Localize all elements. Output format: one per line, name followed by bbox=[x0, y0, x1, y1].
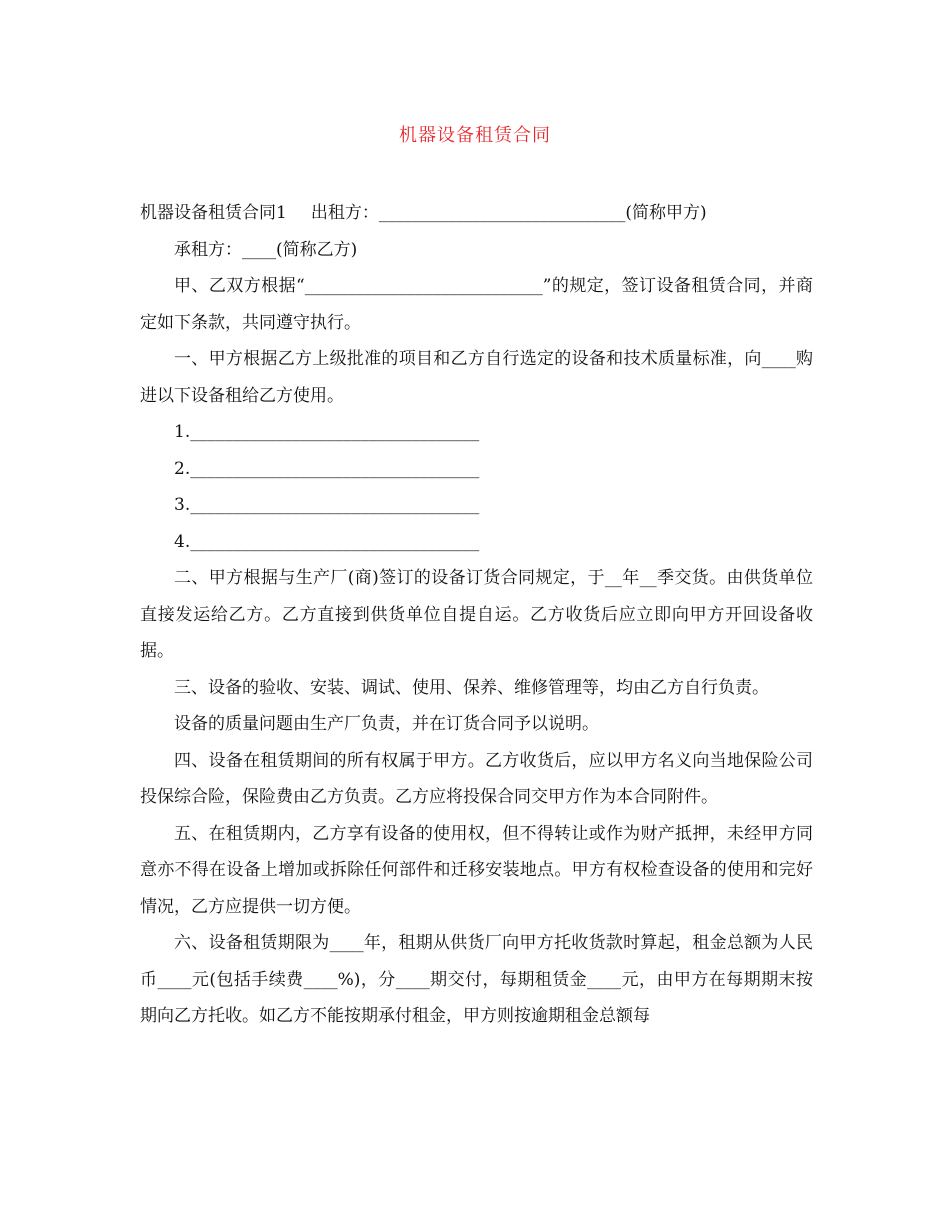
equipment-item-3: 3.__________________________________ bbox=[174, 495, 480, 515]
clause-1: 一、甲方根据乙方上级批准的项目和乙方自行选定的设备和技术质量标准，向____购进以下设备租给乙方使用。 bbox=[140, 349, 813, 406]
equipment-item-2: 2.__________________________________ bbox=[174, 458, 480, 479]
intro-heading: 机器设备租赁合同1 bbox=[140, 203, 287, 223]
clause-2: 二、甲方根据与生产厂(商)签订的设备订货合同规定，于__年__季交货。由供货单位直接发运给乙方。乙方直接到供货单位自提自运。乙方收货后应立即向甲方开回设备收据。 bbox=[140, 568, 813, 661]
equipment-item-4: 4.__________________________________ bbox=[174, 531, 480, 552]
quality-note: 设备的质量问题由生产厂负责，并在订货合同予以说明。 bbox=[174, 714, 599, 734]
document-body bbox=[140, 195, 813, 1035]
clause-4: 四、设备在租赁期间的所有权属于甲方。乙方收货后，应以甲方名义向当地保险公司投保综合险，保险费由乙方负责。乙方应将投保合同交甲方作为本合同附件。 bbox=[140, 750, 813, 807]
lessor-line: 出租方：_____________________________(简称甲方) bbox=[310, 203, 707, 223]
clause-5: 五、在租赁期内，乙方享有设备的使用权，但不得转让或作为财产抵押，未经甲方同意亦不得在设备上增加或拆除任何部件和迁移安装地点。甲方有权检查设备的使用和完好情况，乙方应提供一切方便。 bbox=[140, 823, 813, 917]
clause-3: 三、设备的验收、安装、调试、使用、保养、维修管理等，均由乙方自行负责。 bbox=[174, 677, 769, 698]
lessee-line: 承租方：____(简称乙方) bbox=[174, 239, 358, 260]
opening-line bbox=[140, 195, 813, 232]
equipment-item-1: 1.__________________________________ bbox=[174, 422, 480, 442]
basis-paragraph: 甲、乙双方根据“____________________________”的规定，签订设备租赁合同，并商定如下条款，共同遵守执行。 bbox=[140, 276, 813, 333]
clause-6: 六、设备租赁期限为____年，租期从供货厂向甲方托收货款时算起，租金总额为人民币____元(包括手续费____%)，分____期交付，每期租赁金____元，由甲方在每期期末按期向乙方托收。如乙方不能按期承付租金，甲方则按逾期租金总额每 bbox=[140, 933, 813, 1026]
document-title: 机器设备租赁合同 bbox=[399, 125, 551, 146]
